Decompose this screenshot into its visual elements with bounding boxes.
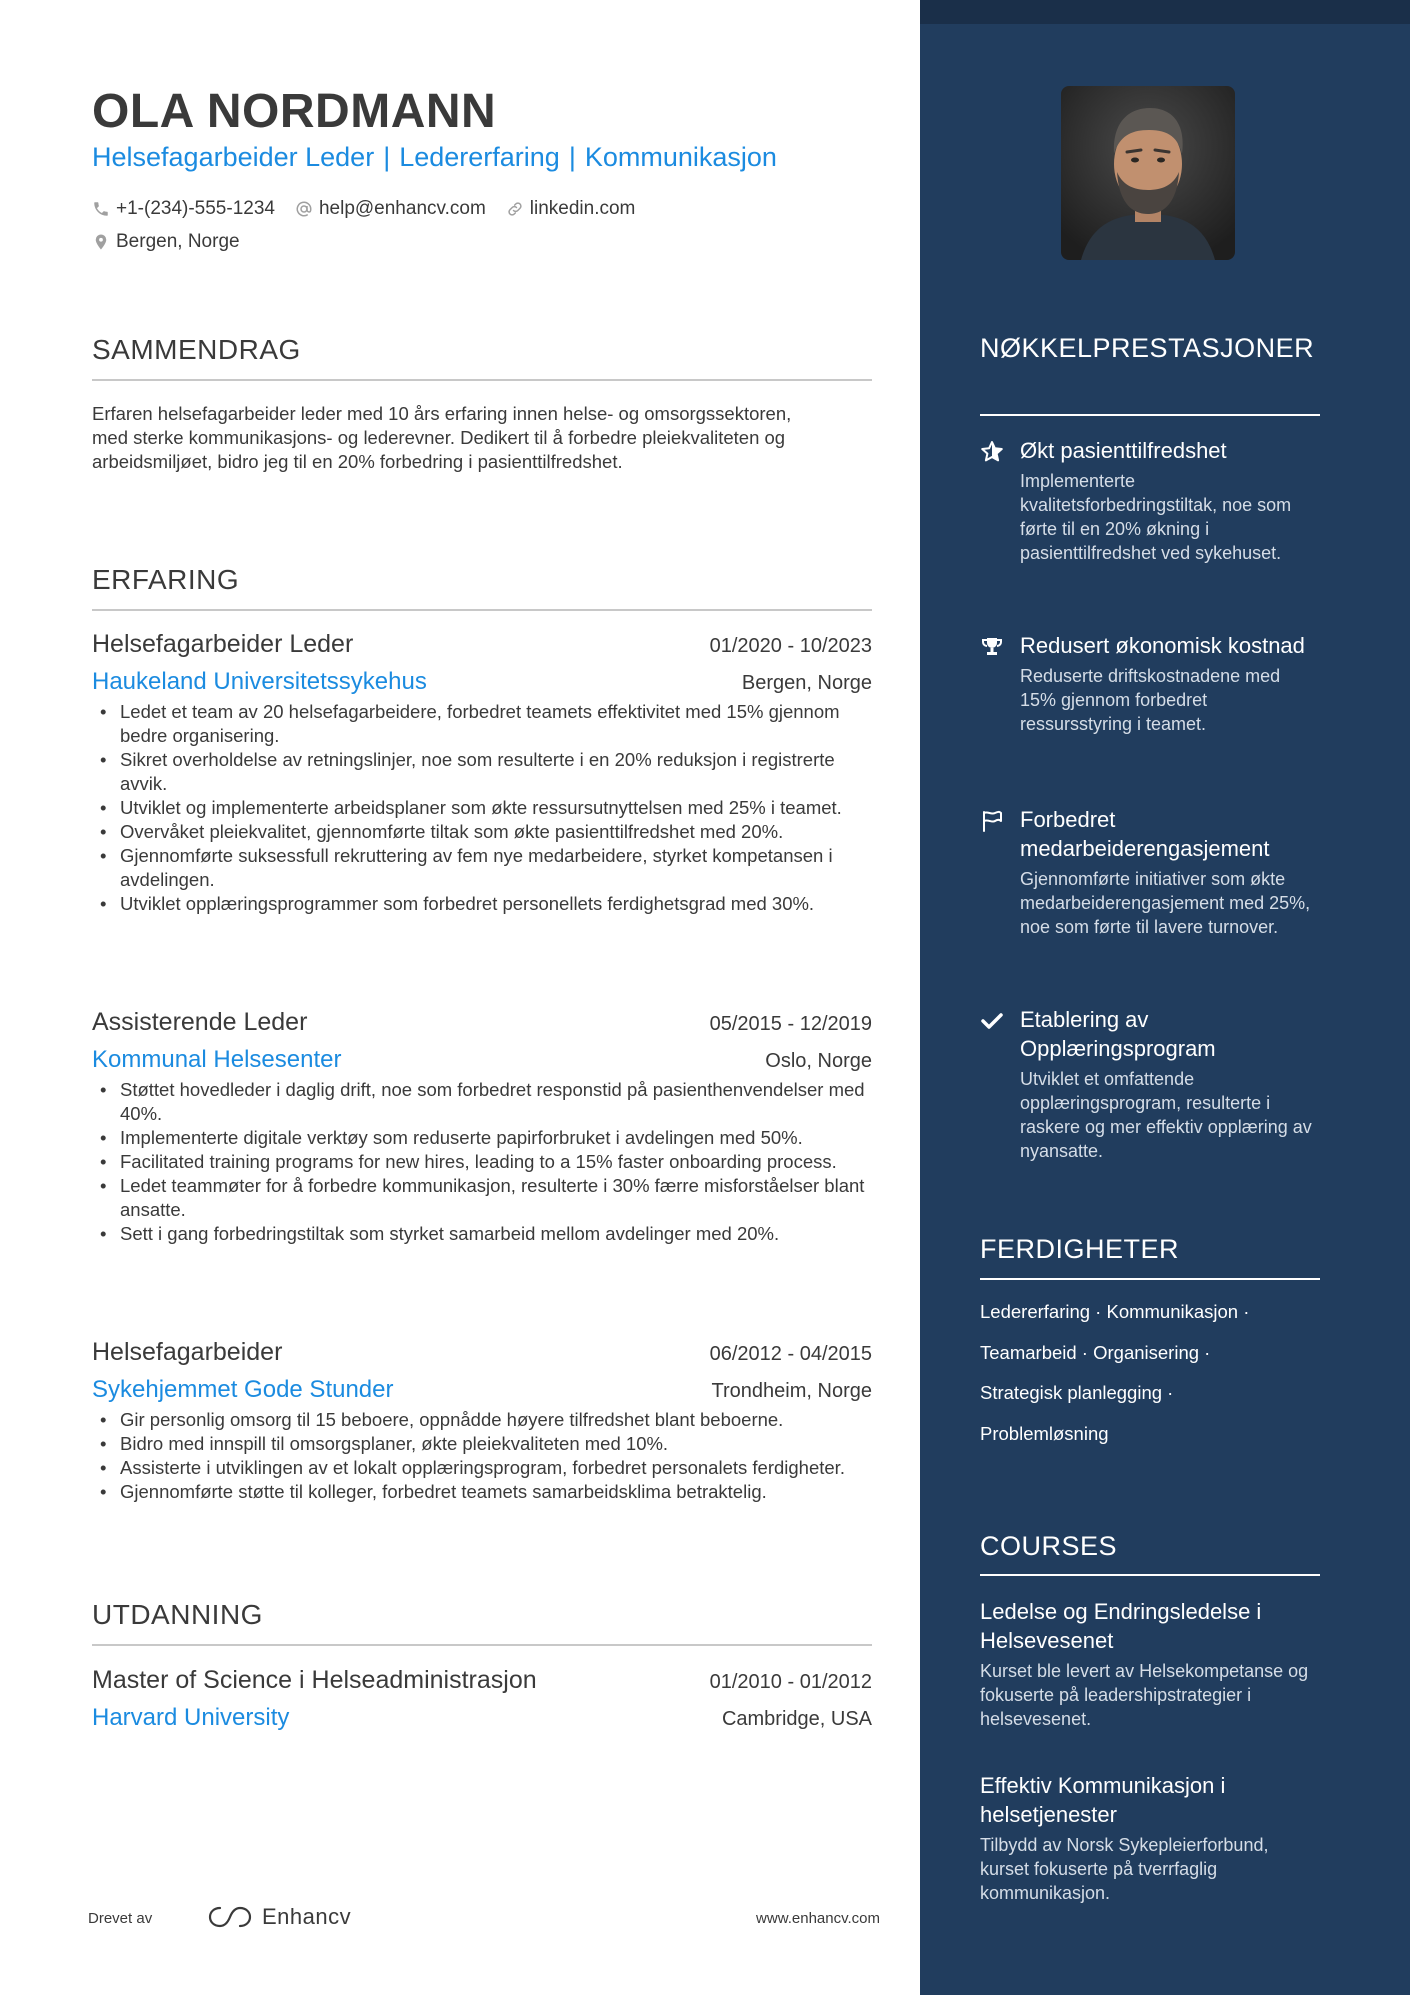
achievement-title: Etablering av Opplæringsprogram (1020, 1007, 1216, 1061)
infinity-logo-icon (206, 1904, 254, 1930)
skill-line: Strategisk planlegging · (980, 1382, 1174, 1403)
job-title: Helsefagarbeider Leder (92, 630, 354, 658)
job-bullet: • Overvåket pleiekvalitet, gjennomførte tiltak som økte pasienttilfredshet med 20%. (92, 820, 872, 844)
contact-info (92, 196, 655, 262)
course-title: Ledelse og Endringsledelse i Helsevesenet (980, 1599, 1262, 1653)
course-text: Tilbydd av Norsk Sykepleierforbund, kurset fokuserte på tverrfaglig kommunikasjon. (980, 1835, 1269, 1903)
achievement-text: Reduserte driftskostnadene med 15% gjennom forbedret ressursstyring i teamet. (1020, 666, 1281, 734)
experience-divider (92, 609, 872, 611)
job-bullets (92, 1408, 872, 1504)
job-bullet: • Sikret overholdelse av retningslinjer, noe som resulterte i en 20% reduksjon i registrerte avvik. (92, 748, 872, 796)
achievements-heading: NØKKELPRESTASJONER (980, 333, 1315, 363)
link-icon (506, 200, 524, 218)
tagline-separator: | (383, 142, 391, 172)
company-name[interactable]: Sykehjemmet Gode Stunder (92, 1376, 394, 1403)
job-dates: 06/2012 - 04/2015 (709, 1343, 872, 1365)
experience-heading: ERFARING (92, 564, 240, 595)
achievement-text: Implementerte kvalitetsforbedringstiltak, noe som førte til en 20% økning i pasienttilfredshet ved sykehuset. (1020, 471, 1292, 563)
check-icon (980, 1009, 1004, 1033)
job-entry (92, 1338, 872, 1504)
company-name[interactable]: Haukeland Universitetssykehus (92, 668, 427, 695)
job-entry (92, 1008, 872, 1246)
linkedin-contact[interactable] (506, 198, 636, 220)
tagline-separator: | (568, 142, 576, 172)
education-entry (92, 1666, 872, 1732)
achievement-title: Økt pasienttilfredshet (1020, 438, 1227, 463)
course-item (980, 1597, 1320, 1731)
summary-divider (92, 379, 872, 381)
summary-heading: SAMMENDRAG (92, 334, 301, 365)
education-location: Cambridge, USA (721, 1708, 872, 1730)
job-bullet: • Implementerte digitale verktøy som reduserte papirforbruket i avdelingen med 50%. (92, 1126, 872, 1150)
education-divider (92, 1644, 872, 1646)
achievement-item (980, 436, 1320, 565)
achievement-text: Gjennomførte initiativer som økte medarbeiderengasjement med 25%, noe som førte til lavere turnover. (1020, 869, 1311, 937)
candidate-name: OLA NORDMANN (92, 85, 497, 138)
achievement-title: Redusert økonomisk kostnad (1020, 633, 1305, 658)
school-name[interactable]: Harvard University (92, 1704, 290, 1731)
job-bullet: • Gjennomførte suksessfull rekruttering av fem nye medarbeidere, styrket kompetansen i avdelingen. (92, 844, 872, 892)
education-dates: 01/2010 - 01/2012 (709, 1671, 872, 1693)
summary-text: Erfaren helsefagarbeider leder med 10 års erfaring innen helse- og omsorgssektoren, med sterke kommunikasjons- og lederevner. Dedikert til å forbedre pleiekvaliteten og arbeidsmiljøet, bidro jeg til en 20% forbedring i pasienttilfredshet. (92, 403, 792, 472)
job-bullet: • Gjennomførte støtte til kolleger, forbedret teamets samarbeidsklima betraktelig. (92, 1480, 872, 1504)
job-entry (92, 630, 872, 916)
course-item (980, 1771, 1320, 1905)
job-bullet: • Støttet hovedleder i daglig drift, noe som forbedret responstid på pasienthenvendelser med 40%. (92, 1078, 872, 1126)
skill-line: Ledererfaring · Kommunikasjon · (980, 1301, 1250, 1322)
location-pin-icon (92, 233, 110, 251)
skills-divider (980, 1278, 1320, 1280)
skill-line: Problemløsning (980, 1422, 1109, 1444)
at-icon (295, 200, 313, 218)
phone-icon (92, 200, 110, 218)
flag-icon (980, 809, 1004, 833)
skill-line: Teamarbeid · Organisering · (980, 1341, 1211, 1363)
job-title: Helsefagarbeider (92, 1338, 283, 1366)
tagline-skill: Kommunikasjon (584, 142, 777, 172)
job-bullet: • Ledet teammøter for å forbedre kommunikasjon, resulterte i 30% færre misforståelser blant ansatte. (92, 1174, 872, 1222)
tagline (92, 142, 777, 173)
profile-photo (1061, 86, 1235, 260)
job-bullet: • Assisterte i utviklingen av et lokalt opplæringsprogram, forbedret personalets ferdigheter. (92, 1456, 872, 1480)
sidebar (920, 0, 1410, 1995)
portrait-image (1061, 86, 1235, 260)
achievements-divider (980, 414, 1320, 416)
job-location: Oslo, Norge (765, 1050, 872, 1072)
job-bullet: • Gir personlig omsorg til 15 beboere, oppnådde høyere tilfredshet blant beboerne. (92, 1408, 872, 1432)
job-dates: 05/2015 - 12/2019 (709, 1013, 872, 1035)
job-bullet: • Ledet et team av 20 helsefagarbeidere, forbedret teamets effektivitet med 15% gjennom bedre organisering. (92, 700, 872, 748)
job-bullet: • Bidro med innspill til omsorgsplaner, økte pleiekvaliteten med 10%. (92, 1432, 872, 1456)
skills-heading: FERDIGHETER (980, 1234, 1180, 1264)
course-title: Effektiv Kommunikasjon i helsetjenester (980, 1773, 1226, 1827)
footer (88, 1904, 880, 1934)
job-bullet: • Utviklet opplæringsprogrammer som forbedret personellets ferdighetsgrad med 30%. (92, 892, 872, 916)
achievement-title: Forbedret medarbeiderengasjement (1020, 807, 1270, 861)
job-dates: 01/2020 - 10/2023 (709, 635, 872, 657)
skills-list (980, 1296, 1320, 1458)
job-location: Bergen, Norge (741, 672, 872, 694)
linkedin-url: linkedin.com (529, 198, 636, 219)
phone-contact[interactable] (92, 198, 275, 220)
achievement-item (980, 1005, 1320, 1163)
job-bullet: • Utviklet og implementerte arbeidsplaner som økte ressursutnyttelsen med 25% i teamet. (92, 796, 872, 820)
trophy-icon (980, 635, 1004, 659)
degree-title: Master of Science i Helseadministrasjon (92, 1666, 537, 1694)
tagline-role: Helsefagarbeider Leder (92, 142, 375, 172)
phone-number: +1-(234)-555-1234 (116, 198, 275, 219)
achievement-text: Utviklet et omfattende opplæringsprogram, resulterte i raskere og mer effektiv opplæring av nyansatte. (1020, 1069, 1312, 1161)
enhancv-logo[interactable] (206, 1904, 351, 1930)
job-bullet: • Sett i gang forbedringstiltak som styrket samarbeid mellom avdelinger med 20%. (92, 1222, 872, 1246)
job-location: Trondheim, Norge (711, 1380, 872, 1402)
job-bullets (92, 700, 872, 916)
powered-by-label: Drevet av (88, 1910, 153, 1927)
location-contact (92, 231, 240, 253)
star-icon (980, 440, 1004, 464)
courses-heading: COURSES (980, 1531, 1118, 1561)
job-bullet: • Facilitated training programs for new hires, leading to a 15% faster onboarding process. (92, 1150, 872, 1174)
brand-name: Enhancv (262, 1904, 352, 1929)
email-contact[interactable] (295, 198, 486, 220)
courses-divider (980, 1574, 1320, 1576)
achievement-item (980, 805, 1320, 939)
email-address: help@enhancv.com (318, 198, 486, 219)
job-bullets (92, 1078, 872, 1246)
sidebar-top-bar (920, 0, 1410, 24)
course-text: Kurset ble levert av Helsekompetanse og fokuserte på leadershipstrategier i helsevesenet. (980, 1661, 1309, 1729)
website-link[interactable]: www.enhancv.com (756, 1910, 880, 1927)
location-text: Bergen, Norge (116, 231, 240, 252)
job-title: Assisterende Leder (92, 1008, 308, 1036)
tagline-skill: Ledererfaring (399, 142, 560, 172)
company-name[interactable]: Kommunal Helsesenter (92, 1046, 342, 1073)
education-heading: UTDANNING (92, 1599, 263, 1630)
achievement-item (980, 631, 1320, 736)
